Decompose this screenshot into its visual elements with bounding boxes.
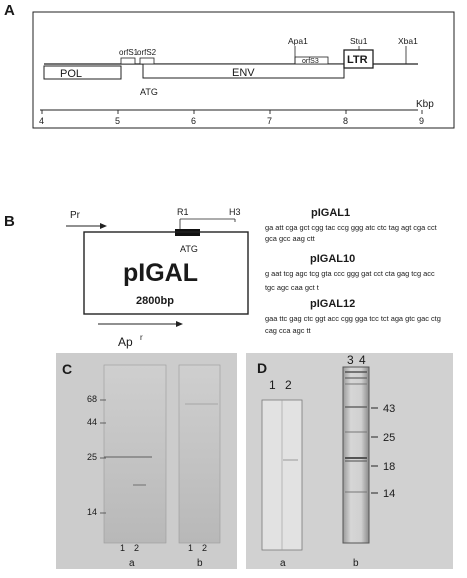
panel-b xyxy=(4,207,441,349)
marker-c-14: 14 xyxy=(87,507,98,517)
promoter-arrowhead xyxy=(100,223,107,229)
lane-c-b-1: 1 xyxy=(188,543,194,553)
ltr-label: LTR xyxy=(347,54,368,66)
gel-d-strip-b xyxy=(343,367,369,543)
kbp-axis-ticks xyxy=(39,110,424,126)
lane-d-b-4: 4 xyxy=(359,353,366,367)
marker-c-25: 25 xyxy=(87,452,98,462)
h3-label: H3 xyxy=(229,207,241,217)
xba1-label: Xba1 xyxy=(398,36,418,46)
atg-label-b: ATG xyxy=(180,244,198,254)
kbp-tick-label: 7 xyxy=(267,116,273,126)
panel-d xyxy=(246,353,453,569)
lane-d-a-2: 2 xyxy=(285,378,292,392)
construct-2-seq-line2: tgc agc caa gct t xyxy=(265,283,319,292)
plasmid-name: pIGAL xyxy=(123,259,198,287)
env-label: ENV xyxy=(232,67,255,79)
orfs1-box xyxy=(121,58,135,64)
marker-d-25: 25 xyxy=(383,432,396,444)
strip-c-a-label: a xyxy=(129,558,135,569)
panel-c xyxy=(56,353,237,569)
construct-3-name: pIGAL12 xyxy=(310,298,356,310)
panel-a xyxy=(4,2,454,128)
marker-d-18: 18 xyxy=(383,461,396,473)
panel-label-b: B xyxy=(4,213,15,230)
stu1-label: Stu1 xyxy=(350,36,368,46)
panel-label-d: D xyxy=(257,360,268,376)
construct-3-seq-line1: gaa ttc gag ctc ggt acc cgg gga tcc tct aga gtc gac ctg xyxy=(265,314,441,323)
panel-label-a: A xyxy=(4,2,15,19)
pol-label: POL xyxy=(60,68,83,80)
apr-label: Ap xyxy=(118,335,133,349)
apr-superscript: r xyxy=(140,333,143,342)
apr-arrowhead xyxy=(176,321,183,327)
lane-d-a-1: 1 xyxy=(269,378,276,392)
plasmid-size: 2800bp xyxy=(136,295,174,307)
orfs2-box xyxy=(140,58,154,64)
lane-d-b-3: 3 xyxy=(347,353,354,367)
construct-2-name: pIGAL10 xyxy=(310,253,356,265)
construct-1-seq-line1: ga att cga gct cgg tac ccg ggg atc ctc tag agt cga cct xyxy=(265,223,437,232)
pol-gene-box xyxy=(44,66,121,79)
lane-c-a-1: 1 xyxy=(120,543,126,553)
kbp-tick-label: 4 xyxy=(39,116,45,126)
kbp-tick-label: 8 xyxy=(343,116,349,126)
marker-d-43: 43 xyxy=(383,403,396,415)
gel-c-strip-b xyxy=(179,365,220,543)
promoter-label: Pr xyxy=(70,210,80,221)
marker-c-44: 44 xyxy=(87,417,98,427)
construct-2-seq-line1: g aat tcg agc tcg gta ccc ggg gat cct cta gag tcg acc xyxy=(265,269,435,278)
kbp-tick-label: 6 xyxy=(191,116,197,126)
orfs3-label: orfS3 xyxy=(302,58,319,65)
kbp-tick-label: 5 xyxy=(115,116,121,126)
construct-1-seq-line2: gca gcc aag ctt xyxy=(265,234,315,243)
gel-c-strip-a xyxy=(104,365,166,543)
orfs2-label: orfS2 xyxy=(137,48,157,57)
strip-d-a-label: a xyxy=(280,558,286,569)
kbp-tick-label: 9 xyxy=(419,116,425,126)
lane-c-a-2: 2 xyxy=(134,543,140,553)
construct-1-name: pIGAL1 xyxy=(311,207,351,219)
kbp-unit-label: Kbp xyxy=(416,99,434,110)
panel-label-c: C xyxy=(62,361,73,377)
apa1-label: Apa1 xyxy=(288,36,308,46)
strip-d-b-label: b xyxy=(353,558,359,569)
marker-c-68: 68 xyxy=(87,394,98,404)
orfs1-label: orfS1 xyxy=(119,48,139,57)
strip-c-b-label: b xyxy=(197,558,203,569)
marker-d-14: 14 xyxy=(383,488,396,500)
atg-label-a: ATG xyxy=(140,87,158,97)
r1-label: R1 xyxy=(177,207,189,217)
construct-3-seq-line2: cag cca agc tt xyxy=(265,326,311,335)
lane-c-b-2: 2 xyxy=(202,543,208,553)
